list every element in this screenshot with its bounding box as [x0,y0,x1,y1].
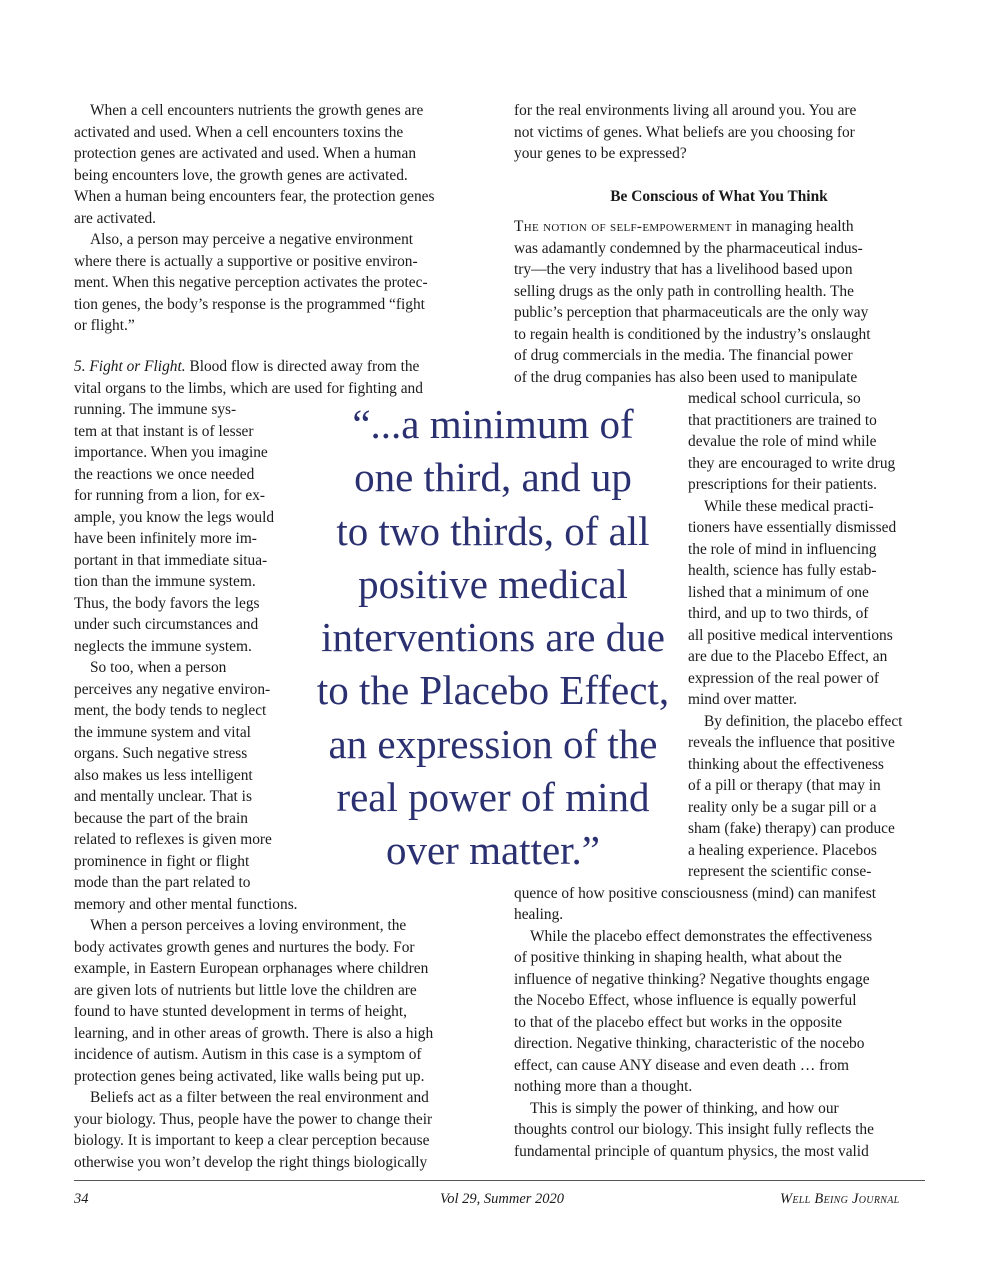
body-text-line: Beliefs act as a filter between the real environment and [90,1089,429,1106]
body-text-line: the Nocebo Effect, whose influence is equally powerful [514,992,857,1009]
body-text-line: found to have stunted development in terms of height, [74,1003,407,1020]
body-text-line: also makes us less intelligent [74,766,253,784]
body-text-line: prescriptions for their patients. [688,476,877,493]
body-text-line: vital organs to the limbs, which are used for fighting and [74,379,423,397]
section-lead-rest: Blood flow is directed away from the [185,358,420,375]
body-text-line: have been infinitely more im- [74,530,257,547]
body-text-line: of the drug companies has also been used to manipulate [514,368,858,386]
body-text-line: are activated. [74,209,157,227]
body-text-line: under such circumstances and [74,616,259,633]
body-text-line: are due to the Placebo Effect, an [688,648,888,665]
body-text-line: influence of negative thinking? Negative thoughts engage [514,970,870,988]
body-text-line: mind over matter. [688,691,797,708]
body-text-line: for running from a lion, for ex- [74,487,266,504]
body-text-line: thinking about the effectiveness [688,755,884,773]
body-text-line: try—the very industry that has a livelihood based upon [514,261,853,278]
body-text-line: third, and up to two thirds, of [688,605,869,622]
body-text-line: learning, and in other areas of growth. There is also a high [74,1024,434,1042]
body-text-line: fundamental principle of quantum physics, the most valid [514,1142,869,1160]
body-text-line: When a human being encounters fear, the protection genes [74,188,435,205]
body-text-line: Thus, the body favors the legs [74,594,260,612]
body-text-line: ample, you know the legs would [74,508,275,526]
body-text-line: ment, the body tends to neglect [74,702,267,719]
pull-quote-line: to the Placebo Effect, [316,667,670,714]
lead-in-rest: in managing health [731,218,854,235]
body-text-line: When a cell encounters nutrients the growth genes are [90,102,424,119]
body-text-line: the role of mind in influencing [688,540,877,558]
pull-quote-line: real power of mind [336,774,650,821]
pull-quote-line: to two thirds, of all [336,507,650,554]
section-lead-italic: 5. Fight or Flight. [74,358,186,375]
body-text-line: not victims of genes. What beliefs are you choosing for [514,123,855,141]
body-text-line: sham (fake) therapy) can produce [688,820,895,837]
body-text-line: By definition, the placebo effect [704,712,903,730]
issue-label: Vol 29, Summer 2020 [440,1191,565,1207]
body-text-line: because the part of the brain [74,809,248,827]
body-text-line: health, science has fully estab- [688,562,877,579]
body-text-line: to that of the placebo effect but works in the opposite [514,1013,842,1031]
body-text-line: to regain health is conditioned by the industry’s onslaught [514,325,871,343]
page-number: 34 [74,1191,89,1207]
body-text-line: protection genes being activated, like walls being put up. [74,1067,425,1085]
pull-quote-line: an expression of the [328,720,658,767]
body-text-line: body activates growth genes and nurtures the body. For [74,938,415,956]
body-text-line: that practitioners are trained to [688,411,877,429]
body-text-line: tioners have essentially dismissed [688,519,897,536]
body-text-line: While the placebo effect demonstrates the effectiveness [530,927,873,945]
body-text-line: activated and used. When a cell encounters toxins the [74,123,404,141]
body-text-line: running. The immune sys- [74,401,237,418]
body-text-line: reality only be a sugar pill or a [688,798,877,816]
body-text-line: Also, a person may perceive a negative environment [90,231,414,248]
pull-quote-line: positive medical [358,560,628,607]
body-text-line: related to reflexes is given more [74,831,272,848]
body-text-line: While these medical practi- [704,497,874,515]
body-text-line: the immune system and vital [74,723,251,741]
body-text-line: expression of the real power of [688,669,880,687]
body-text-line: protection genes are activated and used. When a human [74,145,417,162]
body-text-line: This is simply the power of thinking, and how our [530,1099,839,1117]
body-text-line: lished that a minimum of one [688,583,869,601]
body-text-line: your biology. Thus, people have the power to change their [74,1110,433,1128]
body-text-line: tion genes, the body’s response is the programmed “fight [74,295,425,313]
body-text-line: prominence in fight or flight [74,852,250,870]
body-text-line: of a pill or therapy (that may in [688,777,881,794]
footer-rule [74,1180,925,1181]
journal-name: Well Being Journal [780,1191,900,1207]
body-text-line: and mentally unclear. That is [74,788,252,805]
pull-quote [298,398,688,878]
body-text-line: ment. When this negative perception activates the protec- [74,274,428,291]
body-text-line: all positive medical interventions [688,626,893,644]
body-text-line: tem at that instant is of lesser [74,422,254,440]
body-text-line: public’s perception that pharmaceuticals are the only way [514,304,869,321]
body-text-line: are given lots of nutrients but little love the children are [74,981,417,999]
pull-quote-line: one third, and up [354,454,632,501]
body-text-line [514,216,854,238]
body-text-line: of positive thinking in shaping health, what about the [514,949,842,966]
body-text-line: selling drugs as the only path in controlling health. The [514,282,854,300]
body-text-line: memory and other mental functions. [74,895,298,913]
body-text-line: example, in Eastern European orphanages where children [74,960,429,977]
body-text-line: of drug commercials in the media. The financial power [514,347,853,364]
pull-quote-line: interventions are due [321,614,665,661]
body-text-line: thoughts control our biology. This insight fully reflects the [514,1121,874,1138]
body-text-line: biology. It is important to keep a clear perception because [74,1132,430,1149]
body-text-line: otherwise you won’t develop the right things biologically [74,1153,428,1171]
body-text-line: quence of how positive consciousness (mind) can manifest [514,884,877,902]
body-text-line: medical school curricula, so [688,390,861,407]
body-text-line: they are encouraged to write drug [688,454,896,472]
body-text-line: was adamantly condemned by the pharmaceutical indus- [514,239,863,257]
body-text-line: portant in that immediate situa- [74,551,268,569]
body-text-line: or flight.” [74,317,135,334]
body-text-line: being encounters love, the growth genes are activated. [74,166,408,184]
body-text-line [74,356,419,378]
body-text-line: mode than the part related to [74,874,251,891]
body-text-line: reveals the influence that positive [688,734,895,751]
body-text-line: neglects the immune system. [74,637,252,655]
body-text-line: organs. Such negative stress [74,745,248,762]
body-text-line: effect, can cause ANY disease and even death … from [514,1056,850,1074]
body-text-line: devalue the role of mind while [688,433,877,450]
body-text-line: a healing experience. Placebos [688,841,877,859]
body-text-line: nothing more than a thought. [514,1078,693,1095]
body-text-line: the reactions we once needed [74,465,255,483]
body-text-line: healing. [514,906,564,923]
lead-in-smallcaps: The notion of self-empowerment [514,218,732,235]
body-text-line: incidence of autism. Autism in this case is a symptom of [74,1046,422,1063]
pull-quote-line: over matter.” [385,827,600,874]
body-text-line: where there is actually a supportive or positive environ- [74,252,418,270]
body-text-line: When a person perceives a loving environment, the [90,917,407,934]
body-text-line: direction. Negative thinking, characteristic of the nocebo [514,1035,865,1052]
body-text-line: importance. When you imagine [74,444,268,461]
body-text-line: your genes to be expressed? [514,145,687,162]
body-text-line: tion than the immune system. [74,573,256,590]
body-text-line: for the real environments living all around you. You are [514,102,857,119]
body-text-line: perceives any negative environ- [74,680,271,698]
section-heading: Be Conscious of What You Think [610,188,828,205]
body-text-line: So too, when a person [90,659,227,676]
body-text-line: represent the scientific conse- [688,863,872,880]
pull-quote-line: “...a minimum of [352,401,634,447]
